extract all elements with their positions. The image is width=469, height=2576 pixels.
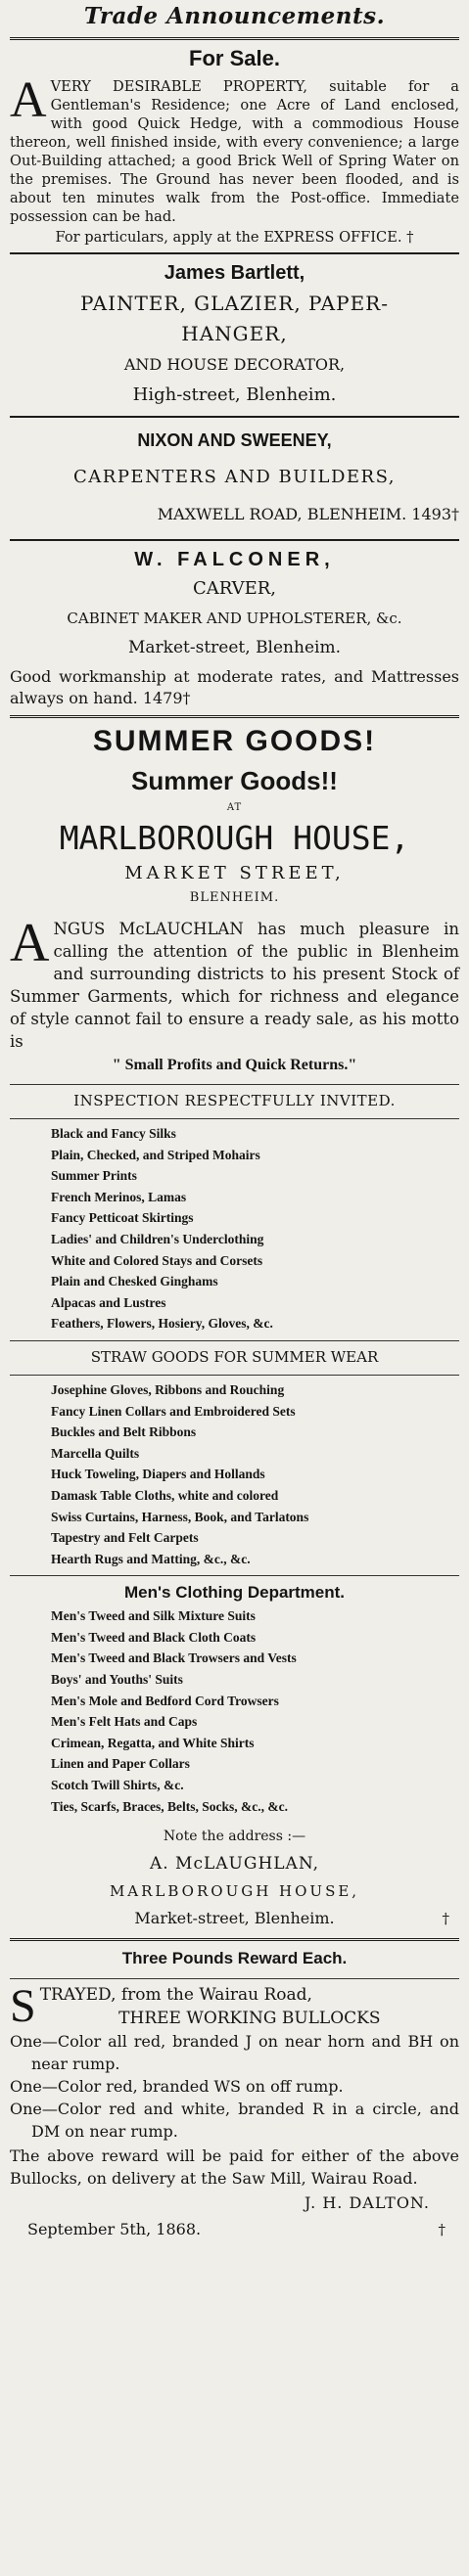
mens-heading: Men's Clothing Department. — [123, 1583, 346, 1603]
list-item: White and Colored Stays and Corsets — [51, 1252, 263, 1268]
list-item: Marcella Quilts — [51, 1445, 140, 1461]
list-item: Huck Toweling, Diapers and Hollands — [51, 1467, 265, 1482]
drop-cap: S — [10, 1980, 36, 2033]
list-item: Swiss Curtains, Harness, Book, and Tarlatons — [51, 1509, 309, 1524]
falconer-note: Good workmanship at moderate rates, and Mattresses always on hand. 1479† — [10, 667, 459, 707]
divider — [10, 1340, 459, 1341]
list-item: Fancy Petticoat Skirtings — [51, 1210, 194, 1226]
reward-signer: J. H. DALTON. — [304, 2193, 430, 2213]
falconer-trade2: CABINET MAKER AND UPHOLSTERER, &c. — [67, 610, 402, 627]
list-item: Damask Table Cloths, white and colored — [51, 1487, 279, 1503]
list-item: French Merinos, Lamas — [51, 1189, 187, 1204]
for-sale-text: VERY DESIRABLE PROPERTY, suitable for a Gentleman's Residence; one Acre of Land enclosed, with good Quick Hedge, with a commodious House thereon, well finished inside, with every convenience; a large Out-Building attached; a good Brick Well of Spring Water on the premises. The Ground has never been flooded, and is about ten minutes walk from the Post-office. Immediate possession can be had. — [10, 78, 459, 225]
list-item: Ladies' and Children's Underclothing — [51, 1231, 264, 1246]
list-item: Alpacas and Lustres — [51, 1294, 166, 1310]
reward-line2: THREE WORKING BULLOCKS — [118, 2009, 381, 2029]
bartlett-line1: PAINTER, GLAZIER, PAPER- — [80, 292, 389, 315]
reward-date: September 5th, 1868. — [27, 2220, 202, 2239]
drop-cap: A — [10, 72, 47, 128]
masthead: Trade Announcements. — [83, 3, 386, 29]
goods-list-1 — [10, 1123, 459, 1334]
motto: " Small Profits and Quick Returns." — [112, 1057, 357, 1073]
sig-street: Market-street, Blenheim. — [134, 1909, 335, 1928]
at-label: AT — [226, 802, 243, 813]
inspection-line: INSPECTION RESPECTFULLY INVITED. — [73, 1092, 396, 1109]
for-sale-ad — [10, 44, 459, 247]
for-sale-heading: For Sale. — [189, 46, 280, 70]
nixon-ad — [10, 422, 459, 533]
goods-list-3 — [10, 1605, 459, 1817]
bartlett-line3: AND HOUSE DECORATOR, — [123, 355, 346, 374]
bartlett-ad — [10, 258, 459, 410]
summer-heading-2: Summer Goods!! — [131, 766, 338, 795]
reward-intro — [10, 1980, 459, 2033]
list-item: Buckles and Belt Ribbons — [51, 1424, 197, 1440]
nixon-address: MAXWELL ROAD, BLENHEIM. 1493† — [157, 505, 459, 523]
list-item: Josephine Gloves, Ribbons and Rouching — [51, 1381, 285, 1397]
list-item: Men's Tweed and Black Cloth Coats — [51, 1629, 257, 1645]
list-item: Men's Felt Hats and Caps — [51, 1714, 198, 1730]
list-item: Men's Mole and Bedford Cord Trowsers — [51, 1693, 279, 1708]
falconer-name: W. FALCONER, — [134, 549, 335, 570]
for-sale-footer: For particulars, apply at the EXPRESS OFFICE. † — [55, 229, 414, 246]
divider — [10, 252, 459, 254]
reward-line1: TRAYED, from the Wairau Road, — [39, 1985, 312, 2006]
straw-heading: STRAW GOODS FOR SUMMER WEAR — [90, 1347, 379, 1366]
divider — [10, 1575, 459, 1576]
reward-mark: † — [438, 2221, 446, 2239]
list-item: Plain and Chesked Ginghams — [51, 1274, 218, 1289]
nixon-name: NIXON AND SWEENEY, — [137, 430, 332, 450]
falconer-ad — [10, 545, 459, 709]
note-label: Note the address :— — [163, 1829, 306, 1845]
list-item: Boys' and Youths' Suits — [51, 1672, 183, 1688]
sig-house: MARLBOROUGH HOUSE, — [109, 1882, 360, 1901]
list-item: Ties, Scarfs, Braces, Belts, Socks, &c., &c. — [51, 1798, 288, 1814]
summer-heading-1: SUMMER GOODS! — [92, 725, 377, 757]
list-item: Crimean, Regatta, and White Shirts — [51, 1735, 255, 1750]
divider — [10, 1084, 459, 1085]
divider — [10, 416, 459, 418]
list-item: Summer Prints — [51, 1168, 137, 1184]
falconer-address: Market-street, Blenheim. — [128, 638, 341, 657]
list-item: Tapestry and Felt Carpets — [51, 1530, 199, 1546]
reward-item: One—Color red, branded WS on off rump. — [10, 2077, 344, 2097]
nixon-trade: CARPENTERS AND BUILDERS, — [73, 467, 396, 487]
reward-heading: Three Pounds Reward Each. — [121, 1949, 348, 1968]
reward-item: One—Color all red, branded J on near horn and BH on near rump. — [10, 2032, 459, 2074]
list-item: Plain, Checked, and Striped Mohairs — [51, 1147, 260, 1162]
list-item: Linen and Paper Collars — [51, 1756, 190, 1772]
goods-list-2 — [10, 1379, 459, 1569]
reward-items — [10, 2030, 459, 2143]
marlborough-text: NGUS McLAUCHLAN has much pleasure in calling the attention of the public in Blenheim and surrounding districts to his present Stock of Summer Garments, which for richness and elegance of style cannot fail to ensure a ready sale, as his motto is — [10, 920, 459, 1051]
for-sale-body — [10, 72, 459, 226]
reward-ad — [10, 1945, 459, 2242]
sig-mark: † — [442, 1910, 449, 1928]
list-item: Scotch Twill Shirts, &c. — [51, 1778, 184, 1793]
divider — [10, 1938, 459, 1941]
bartlett-name: James Bartlett, — [164, 262, 305, 284]
divider — [10, 1978, 459, 1979]
list-item: Feathers, Flowers, Hosiery, Gloves, &c. — [51, 1316, 273, 1332]
newspaper-column — [10, 0, 459, 2242]
list-item: Men's Tweed and Black Trowsers and Vests — [51, 1650, 297, 1666]
sig-name: A. McLAUGHLAN, — [149, 1854, 320, 1875]
bartlett-line2: HANGER, — [181, 322, 288, 345]
marlborough-body — [10, 913, 459, 1053]
falconer-trade: CARVER, — [192, 578, 277, 599]
divider — [10, 539, 459, 541]
list-item: Hearth Rugs and Matting, &c., &c. — [51, 1551, 251, 1566]
reward-item: One—Color red and white, branded R in a circle, and DM on near rump. — [10, 2100, 459, 2142]
marlborough-town: BLENHEIM. — [189, 890, 280, 905]
drop-cap: A — [10, 913, 50, 973]
list-item: Fancy Linen Collars and Embroidered Sets — [51, 1403, 296, 1419]
reward-closing: The above reward will be paid for either of the above Bullocks, on delivery at the Saw Mill, Wairau Road. — [10, 2147, 459, 2189]
divider — [10, 37, 459, 40]
divider — [10, 1118, 459, 1119]
marlborough-ad — [10, 722, 459, 1932]
marlborough-street: MARKET STREET, — [124, 863, 345, 883]
marlborough-house-title: MARLBOROUGH HOUSE, — [59, 819, 410, 857]
divider — [10, 715, 459, 718]
divider — [10, 1375, 459, 1376]
list-item: Black and Fancy Silks — [51, 1126, 176, 1141]
list-item: Men's Tweed and Silk Mixture Suits — [51, 1608, 256, 1624]
bartlett-address: High-street, Blenheim. — [132, 384, 337, 405]
